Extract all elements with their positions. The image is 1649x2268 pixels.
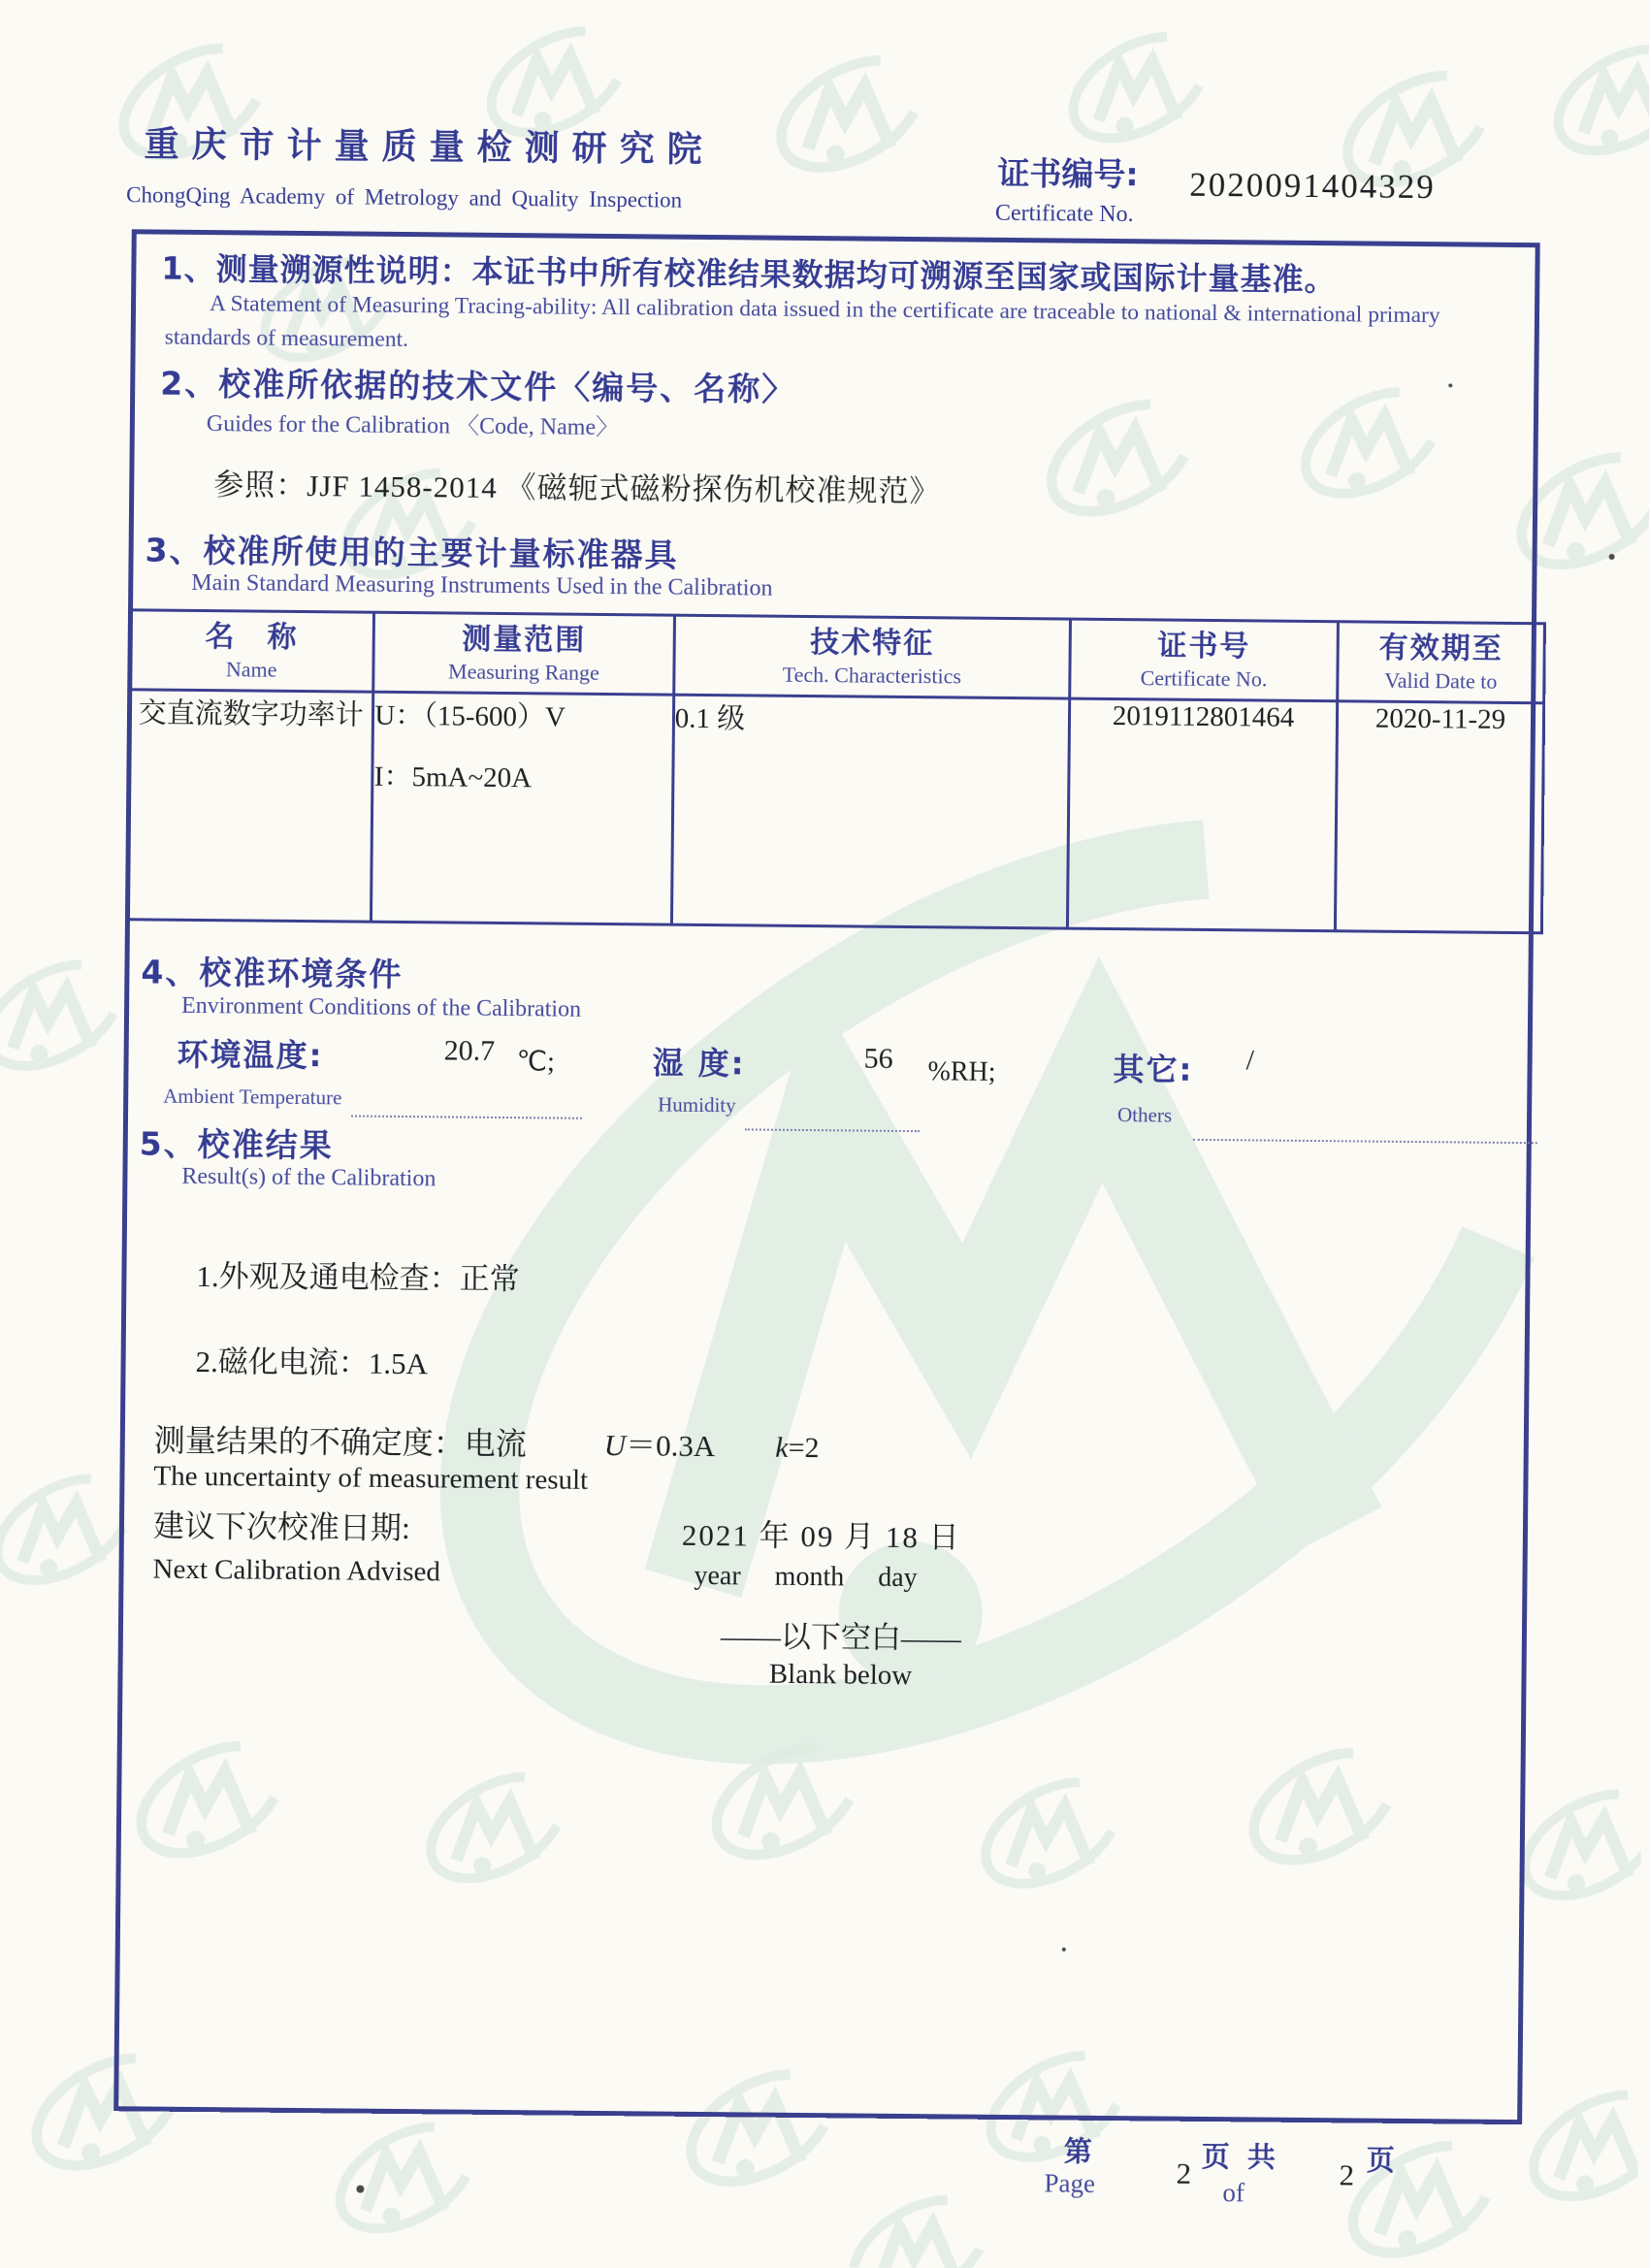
blank-below-en: Blank below xyxy=(768,1658,913,1692)
cell-certificate-no: 2019112801464 xyxy=(1068,698,1338,931)
section5-title-en: Result(s) of the Calibration xyxy=(181,1163,436,1192)
next-calibration-label-en: Next Calibration Advised xyxy=(152,1553,441,1588)
section1-body-en: A Statement of Measuring Tracing-ability: All calibration data issued in the certificate are traceable to national & international primary standards of measurement. xyxy=(164,291,1440,353)
uncertainty-u: U＝0.3A xyxy=(603,1428,716,1464)
section1-title: 1、测量溯源性说明：本证书中所有校准结果数据均可溯源至国家或国际计量基准。 xyxy=(161,249,1337,299)
ambient-temp-label-cn: 环境温度: xyxy=(177,1035,324,1075)
header-cell-tech: 技术特征 Tech. Characteristics xyxy=(673,615,1070,698)
footer-of-en: of xyxy=(1222,2178,1245,2208)
ambient-temp-unit: ℃; xyxy=(516,1047,555,1078)
next-calibration-label-cn: 建议下次校准日期: xyxy=(152,1507,411,1546)
range-current: I：5mA~20A xyxy=(373,761,533,794)
footer-page-en: Page xyxy=(1044,2168,1096,2198)
footer-ye-gong: 页 共 xyxy=(1201,2139,1280,2174)
section4-title: 4、校准环境条件 xyxy=(141,953,404,994)
result-magnetizing-current: 2.磁化电流：1.5A xyxy=(195,1344,429,1381)
ambient-temp-value: 20.7 xyxy=(443,1034,496,1067)
ambient-temp-underline xyxy=(351,1116,582,1119)
ambient-temp-label-en: Ambient Temperature xyxy=(163,1084,342,1110)
instruments-table xyxy=(125,608,1546,934)
footer-di: 第 xyxy=(1063,2134,1096,2168)
humidity-underline xyxy=(745,1128,920,1132)
uncertainty-en: The uncertainty of measurement result xyxy=(153,1460,589,1496)
uncertainty-line xyxy=(154,1416,820,1468)
section2-title: 2、校准所依据的技术文件〈编号、名称〉 xyxy=(160,364,796,408)
humidity-unit: %RH; xyxy=(927,1056,996,1087)
footer-current-page: 2 xyxy=(1176,2155,1192,2190)
cell-tech-characteristics: 0.1 级 xyxy=(671,695,1070,928)
certificate-number: 2020091404329 xyxy=(1189,165,1436,207)
next-calibration-date-units: year month day xyxy=(694,1560,918,1594)
next-calibration-date: 2021 年 09 月 18 日 xyxy=(681,1517,961,1555)
header-cell-name: 名 称 Name xyxy=(129,610,374,692)
organization-title-cn: 重庆市计量质量检测研究院 xyxy=(144,124,715,171)
section2-title-en: Guides for the Calibration 〈Code, Name〉 xyxy=(206,411,620,441)
table-row xyxy=(126,690,1543,933)
footer-total-pages: 2 xyxy=(1339,2157,1355,2192)
result-visual-check: 1.外观及通电检查：正常 xyxy=(196,1258,520,1297)
others-underline xyxy=(1193,1139,1537,1144)
certificate-no-label-cn: 证书编号: xyxy=(997,153,1139,194)
header-cell-certno: 证书号 Certificate No. xyxy=(1070,619,1339,701)
humidity-value: 56 xyxy=(863,1042,893,1075)
section3-title: 3、校准所使用的主要计量标准器具 xyxy=(145,531,679,574)
range-voltage: U：（15-600）V xyxy=(374,699,566,733)
humidity-label-cn: 湿 度: xyxy=(652,1044,746,1083)
certificate-body-box xyxy=(113,229,1540,2124)
organization-title-en: ChongQing Academy of Metrology and Quality Inspection xyxy=(126,182,683,212)
section5-title: 5、校准结果 xyxy=(139,1124,334,1165)
footer-ye: 页 xyxy=(1366,2143,1399,2177)
uncertainty-k: k=2 xyxy=(775,1431,820,1465)
others-label-en: Others xyxy=(1116,1103,1173,1127)
section4-title-en: Environment Conditions of the Calibration xyxy=(180,992,582,1022)
environment-conditions-row xyxy=(128,1029,1537,1154)
blank-below-cn: ——以下空白—— xyxy=(720,1619,962,1656)
table-header-row xyxy=(129,610,1545,703)
header-cell-range: 测量范围 Measuring Range xyxy=(373,612,674,695)
header-cell-validdate: 有效期至 Valid Date to xyxy=(1338,622,1545,703)
cell-instrument-name: 交直流数字功率计 xyxy=(126,690,373,922)
uncertainty-label: 测量结果的不确定度：电流 xyxy=(153,1422,527,1462)
humidity-label-en: Humidity xyxy=(658,1092,736,1118)
others-value: / xyxy=(1245,1044,1255,1077)
section3-title-en: Main Standard Measuring Instruments Used in the Calibration xyxy=(191,569,773,601)
section2-reference: 参照：JJF 1458-2014 《磁轭式磁粉探伤机校准规范》 xyxy=(213,468,941,509)
cell-valid-date: 2020-11-29 xyxy=(1335,701,1543,933)
certificate-no-label-en: Certificate No. xyxy=(994,200,1134,228)
cell-measuring-range xyxy=(372,692,674,924)
others-label-cn: 其它: xyxy=(1113,1051,1194,1088)
